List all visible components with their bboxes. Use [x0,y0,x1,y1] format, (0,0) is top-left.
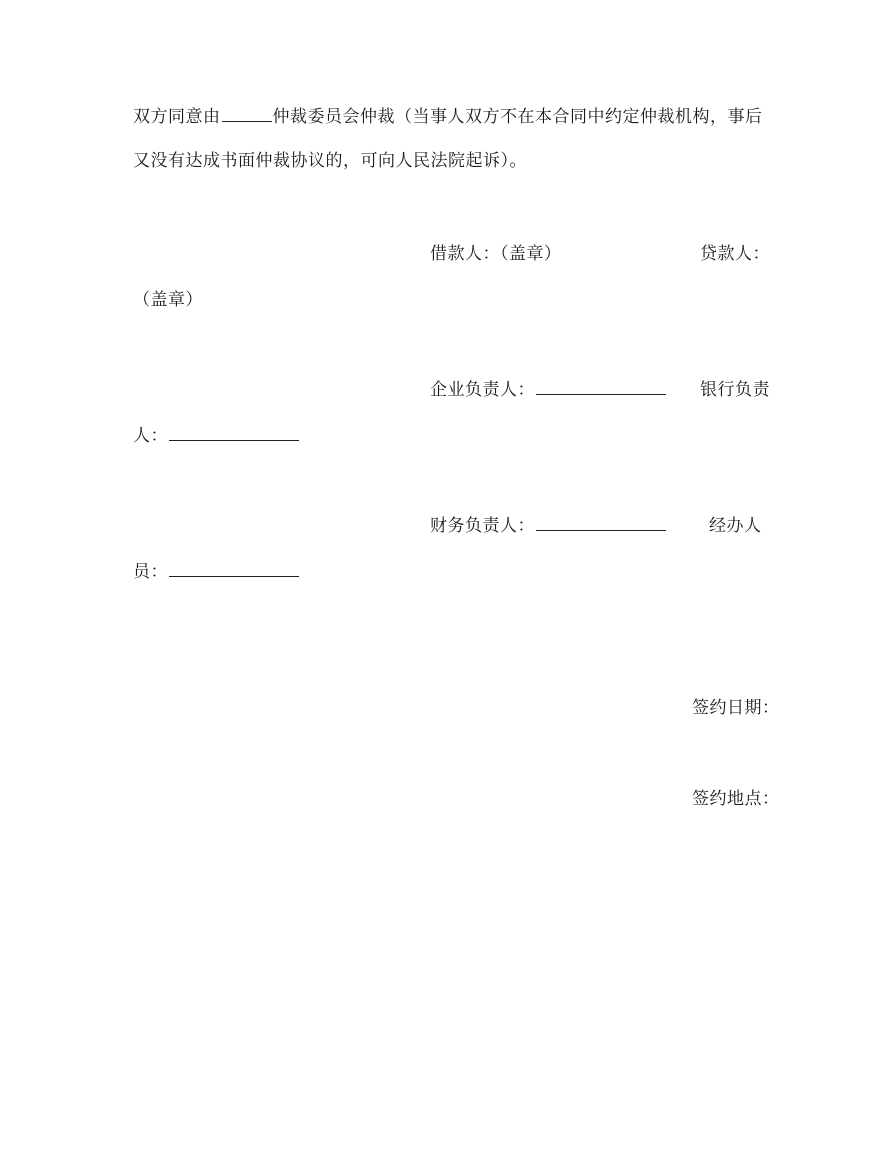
enterprise-head-blank[interactable] [536,379,666,395]
bank-head-blank[interactable] [169,425,299,441]
bank-head-label-part1: 银行负责 [700,380,770,400]
finance-head-label: 财务负责人： [430,516,535,536]
lender-seal-label: （盖章） [133,290,203,310]
lender-label: 贷款人： [700,244,770,264]
handler-field [133,561,300,583]
arbitration-body-blank[interactable] [222,106,272,122]
enterprise-head-field [430,379,667,401]
finance-head-field [430,515,667,537]
handler-label-part1: 经办人 [709,516,762,536]
signing-date-label: 签约日期： [692,698,780,718]
clause-text-start: 双方同意由 [133,107,221,127]
signing-place-label: 签约地点： [692,789,780,809]
finance-head-blank[interactable] [536,515,666,531]
handler-label-part2: 员： [133,562,168,582]
handler-blank[interactable] [169,561,299,577]
enterprise-head-label: 企业负责人： [430,380,535,400]
clause-text-end: 仲裁委员会仲裁（当事人双方不在本合同中约定仲裁机构，事后 [272,107,763,127]
arbitration-clause-line-2: 又没有达成书面仲裁协议的，可向人民法院起诉）。 [133,151,527,171]
bank-head-label-part2: 人： [133,426,168,446]
borrower-label: 借款人：（盖章） [430,244,562,264]
bank-head-field [133,425,300,447]
arbitration-clause-line-1 [133,106,763,128]
